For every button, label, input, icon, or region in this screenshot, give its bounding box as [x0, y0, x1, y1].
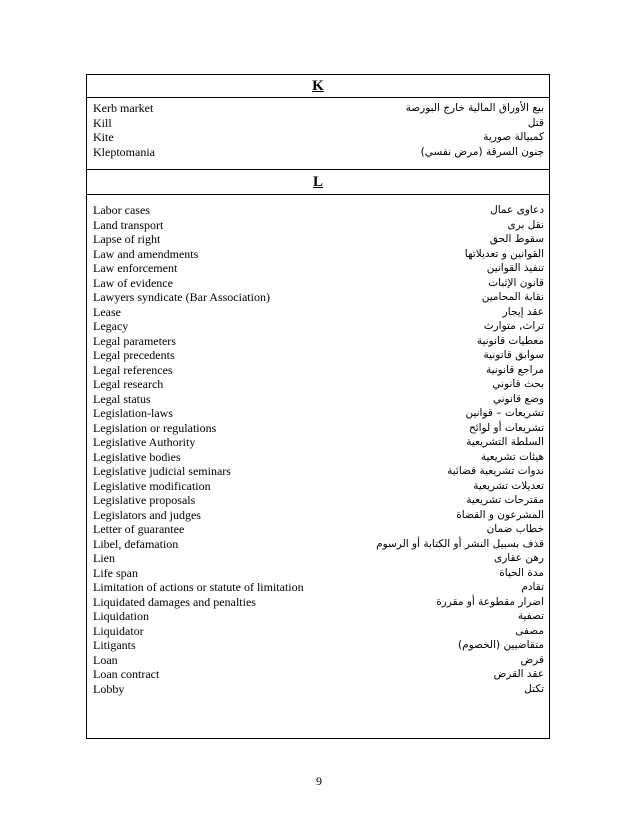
english-term: Lobby: [93, 681, 125, 696]
english-term: Libel, defamation: [93, 536, 179, 551]
glossary-entry: [87, 276, 549, 291]
arabic-term: سقوط الحق: [489, 233, 544, 245]
glossary-entry: [87, 247, 549, 262]
english-term: Liquidation: [93, 609, 149, 623]
english-term: Legal research: [93, 377, 164, 391]
glossary-entry: [87, 290, 549, 305]
glossary-entry: [87, 319, 549, 334]
section-heading-l: L: [87, 170, 550, 195]
arabic-term: نقابة المحامين: [481, 291, 544, 303]
glossary-entry: [87, 551, 549, 566]
glossary-entry: [87, 667, 549, 682]
section-body-k: [87, 98, 550, 170]
section-heading-k: K: [87, 75, 550, 98]
glossary-entry: [87, 145, 549, 160]
glossary-entry: [87, 566, 549, 581]
glossary-entry: [87, 450, 549, 465]
arabic-term: المشرعون و القضاة: [456, 508, 544, 521]
arabic-term: قانون الإثبات: [488, 276, 544, 289]
section-body-l: [87, 195, 550, 739]
glossary-entry: [87, 580, 549, 595]
english-term: Legislative proposals: [93, 493, 196, 507]
glossary-entry: [87, 348, 549, 363]
english-term: Kite: [93, 130, 114, 144]
arabic-term: كمبيالة صورية: [483, 131, 544, 143]
english-term: Legislative modification: [93, 478, 211, 493]
glossary-entry: [87, 261, 549, 276]
arabic-term: دعاوى عمال: [490, 204, 544, 216]
glossary-entry: [87, 653, 549, 668]
entry-list-k: [87, 98, 549, 159]
english-term: Liquidated damages and penalties: [93, 594, 256, 609]
arabic-term: اضرار مقطوعة أو مقررة: [436, 595, 544, 608]
english-term: Labor cases: [93, 203, 150, 217]
arabic-term: جنون السرقة (مرض نفسي): [420, 145, 544, 158]
arabic-term: وضع قانوني: [492, 392, 544, 405]
arabic-term: مصفى: [515, 624, 544, 637]
english-term: Legislative Authority: [93, 435, 196, 449]
arabic-term: تكتل: [524, 682, 544, 695]
arabic-term: نقل برى: [507, 218, 544, 231]
english-term: Legislation or regulations: [93, 420, 217, 435]
arabic-term: مراجع قانونية: [485, 363, 544, 376]
glossary-table: [86, 74, 550, 739]
arabic-term: تراث, متوارث: [483, 320, 544, 332]
arabic-term: رهن عقارى: [493, 552, 544, 564]
glossary-entry: [87, 595, 549, 610]
english-term: Kleptomania: [93, 144, 155, 159]
arabic-term: بحث قانوني: [492, 378, 544, 390]
glossary-entry: [87, 479, 549, 494]
arabic-term: تشريعات أو لوائح: [468, 421, 544, 434]
glossary-entry: [87, 305, 549, 320]
glossary-entry: [87, 232, 549, 247]
arabic-term: تقادم: [521, 581, 544, 593]
glossary-entry: [87, 218, 549, 233]
english-term: Lease: [93, 304, 121, 319]
entry-list-l: [87, 195, 549, 696]
glossary-entry: [87, 377, 549, 392]
glossary-entry: [87, 609, 549, 624]
arabic-term: تعديلات تشريعية: [473, 479, 544, 492]
glossary-entry: [87, 493, 549, 508]
english-term: Land transport: [93, 217, 164, 232]
arabic-term: مدة الحياة: [499, 566, 544, 579]
english-term: Legal status: [93, 391, 151, 406]
glossary-entry: [87, 101, 549, 116]
english-term: Lapse of right: [93, 232, 161, 246]
arabic-term: قتل: [527, 116, 544, 129]
arabic-term: تشريعات – قوانين: [465, 407, 544, 419]
english-term: Lawyers syndicate (Bar Association): [93, 290, 270, 304]
english-term: Kerb market: [93, 101, 154, 115]
glossary-entry: [87, 392, 549, 407]
glossary-entry: [87, 116, 549, 131]
glossary-entry: [87, 638, 549, 653]
glossary-entry: [87, 508, 549, 523]
english-term: Litigants: [93, 638, 136, 652]
arabic-term: هيئات تشريعية: [480, 450, 544, 463]
english-term: Legislators and judges: [93, 507, 201, 522]
arabic-term: بيع الأوراق المالية خارج البورصة: [405, 102, 544, 114]
english-term: Legislative judicial seminars: [93, 464, 231, 478]
glossary-entry: [87, 130, 549, 145]
arabic-term: قرض: [520, 653, 544, 666]
glossary-entry: [87, 435, 549, 450]
glossary-entry: [87, 464, 549, 479]
glossary-entry: [87, 406, 549, 421]
english-term: Legacy: [93, 319, 129, 333]
arabic-term: عقد القرض: [493, 668, 544, 680]
arabic-term: مقترحات تشريعية: [466, 494, 544, 506]
glossary-entry: [87, 203, 549, 218]
arabic-term: تنفيذ القوانين: [486, 262, 544, 274]
arabic-term: ندوات تشريعية قضائية: [447, 465, 544, 477]
arabic-term: متقاضيين (الخصوم): [457, 639, 544, 651]
english-term: Liquidator: [93, 623, 144, 638]
english-term: Legislation-laws: [93, 406, 173, 420]
arabic-term: تصفية: [517, 610, 544, 622]
english-term: Letter of guarantee: [93, 522, 185, 536]
english-term: Law and amendments: [93, 246, 199, 261]
glossary-entry: [87, 682, 549, 697]
arabic-term: سوابق قانونية: [483, 349, 544, 361]
page-number: 9: [316, 774, 322, 788]
glossary-entry: [87, 334, 549, 349]
arabic-term: عقد إيجار: [502, 305, 544, 318]
glossary-entry: [87, 421, 549, 436]
english-term: Loan contract: [93, 667, 160, 681]
english-term: Lien: [93, 551, 115, 565]
english-term: Legislative bodies: [93, 449, 181, 464]
arabic-term: خطاب ضمان: [486, 523, 544, 535]
english-term: Limitation of actions or statute of limitation: [93, 580, 304, 594]
english-term: Law of evidence: [93, 275, 173, 290]
arabic-term: القوانين و تعديلاتها: [464, 247, 544, 260]
glossary-entry: [87, 363, 549, 378]
english-term: Life span: [93, 565, 138, 580]
arabic-term: السلطة التشريعية: [466, 436, 544, 448]
english-term: Loan: [93, 652, 118, 667]
english-term: Legal precedents: [93, 348, 175, 362]
glossary-entry: [87, 537, 549, 552]
glossary-entry: [87, 624, 549, 639]
english-term: Legal parameters: [93, 333, 176, 348]
english-term: Kill: [93, 115, 112, 130]
english-term: Legal references: [93, 362, 173, 377]
glossary-entry: [87, 522, 549, 537]
arabic-term: قذف بسبيل النشر أو الكتابة أو الرسوم: [376, 537, 544, 550]
english-term: Law enforcement: [93, 261, 178, 275]
arabic-term: معطيات قانونية: [476, 334, 544, 347]
